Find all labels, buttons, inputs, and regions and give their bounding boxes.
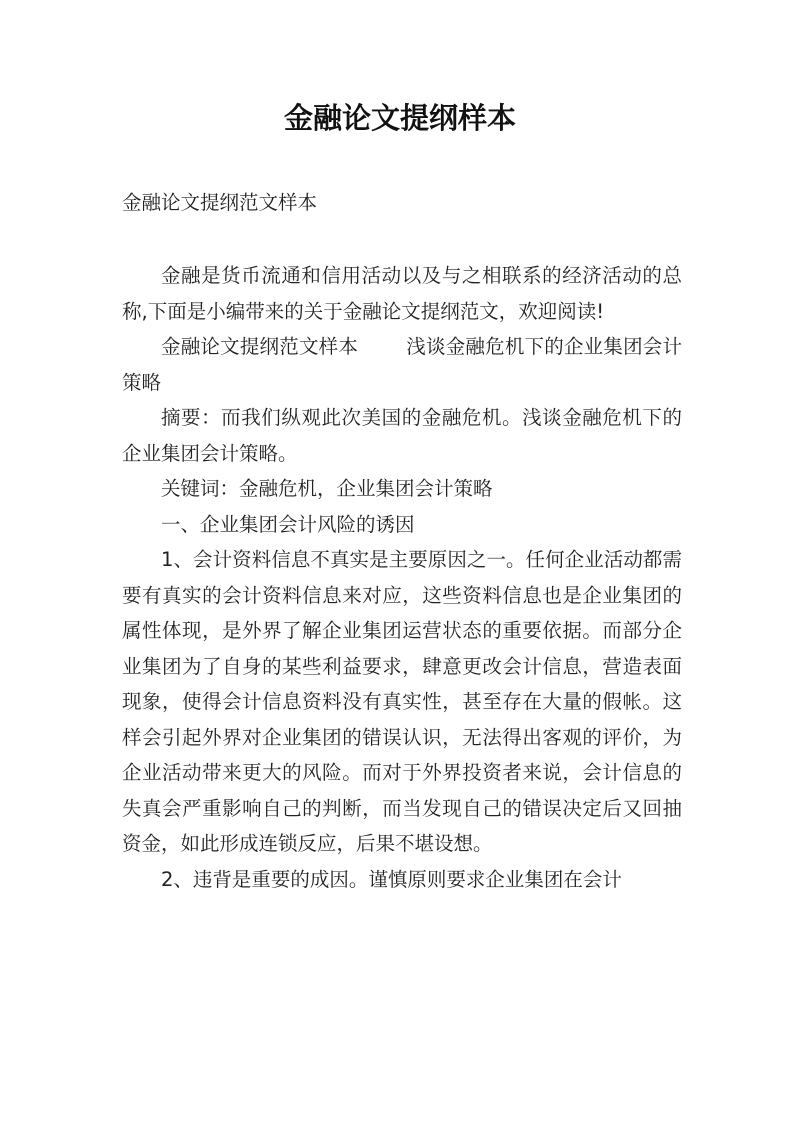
intro-paragraph: 金融是货币流通和信用活动以及与之相联系的经济活动的总称,下面是小编带来的关于金融论文提纲范文，欢迎阅读! bbox=[122, 264, 682, 323]
keywords-paragraph: 关键词：金融危机，企业集团会计策略 bbox=[161, 477, 493, 500]
chapter-heading: 一、企业集团会计风险的诱因 bbox=[161, 512, 415, 536]
section-heading-left: 金融论文提纲范文样本 bbox=[161, 335, 359, 358]
section-heading-right: 浅谈金融危机下的企业集团会计策略 bbox=[122, 335, 682, 394]
document-body bbox=[122, 258, 682, 897]
document-subtitle: 金融论文提纲范文样本 bbox=[122, 191, 318, 214]
point-1-paragraph: 1、会计资料信息不真实是主要原因之一。任何企业活动都需要有真实的会计资料信息来对应，这些资料信息也是企业集团的属性体现，是外界了解企业集团运营状态的重要依据。而部分企业集团为了自身的某些利益要求，肆意更改会计信息，营造表面现象，使得会计信息资料没有真实性，甚至存在大量的假帐。这样会引起外界对企业集团的错误认识，无法得出客观的评价，为企业活动带来更大的风险。而对于外界投资者来说，会计信息的失真会严重影响自己的判断，而当发现自己的错误决定后又回抽资金，如此形成连锁反应，后果不堪设想。 bbox=[122, 548, 682, 855]
document-title: 金融论文提纲样本 bbox=[283, 101, 516, 135]
section-heading bbox=[122, 329, 682, 400]
abstract-paragraph: 摘要：而我们纵观此次美国的金融危机。浅谈金融危机下的企业集团会计策略。 bbox=[122, 406, 682, 465]
point-2-paragraph: 2、违背是重要的成因。谨慎原则要求企业集团在会计 bbox=[161, 867, 622, 891]
